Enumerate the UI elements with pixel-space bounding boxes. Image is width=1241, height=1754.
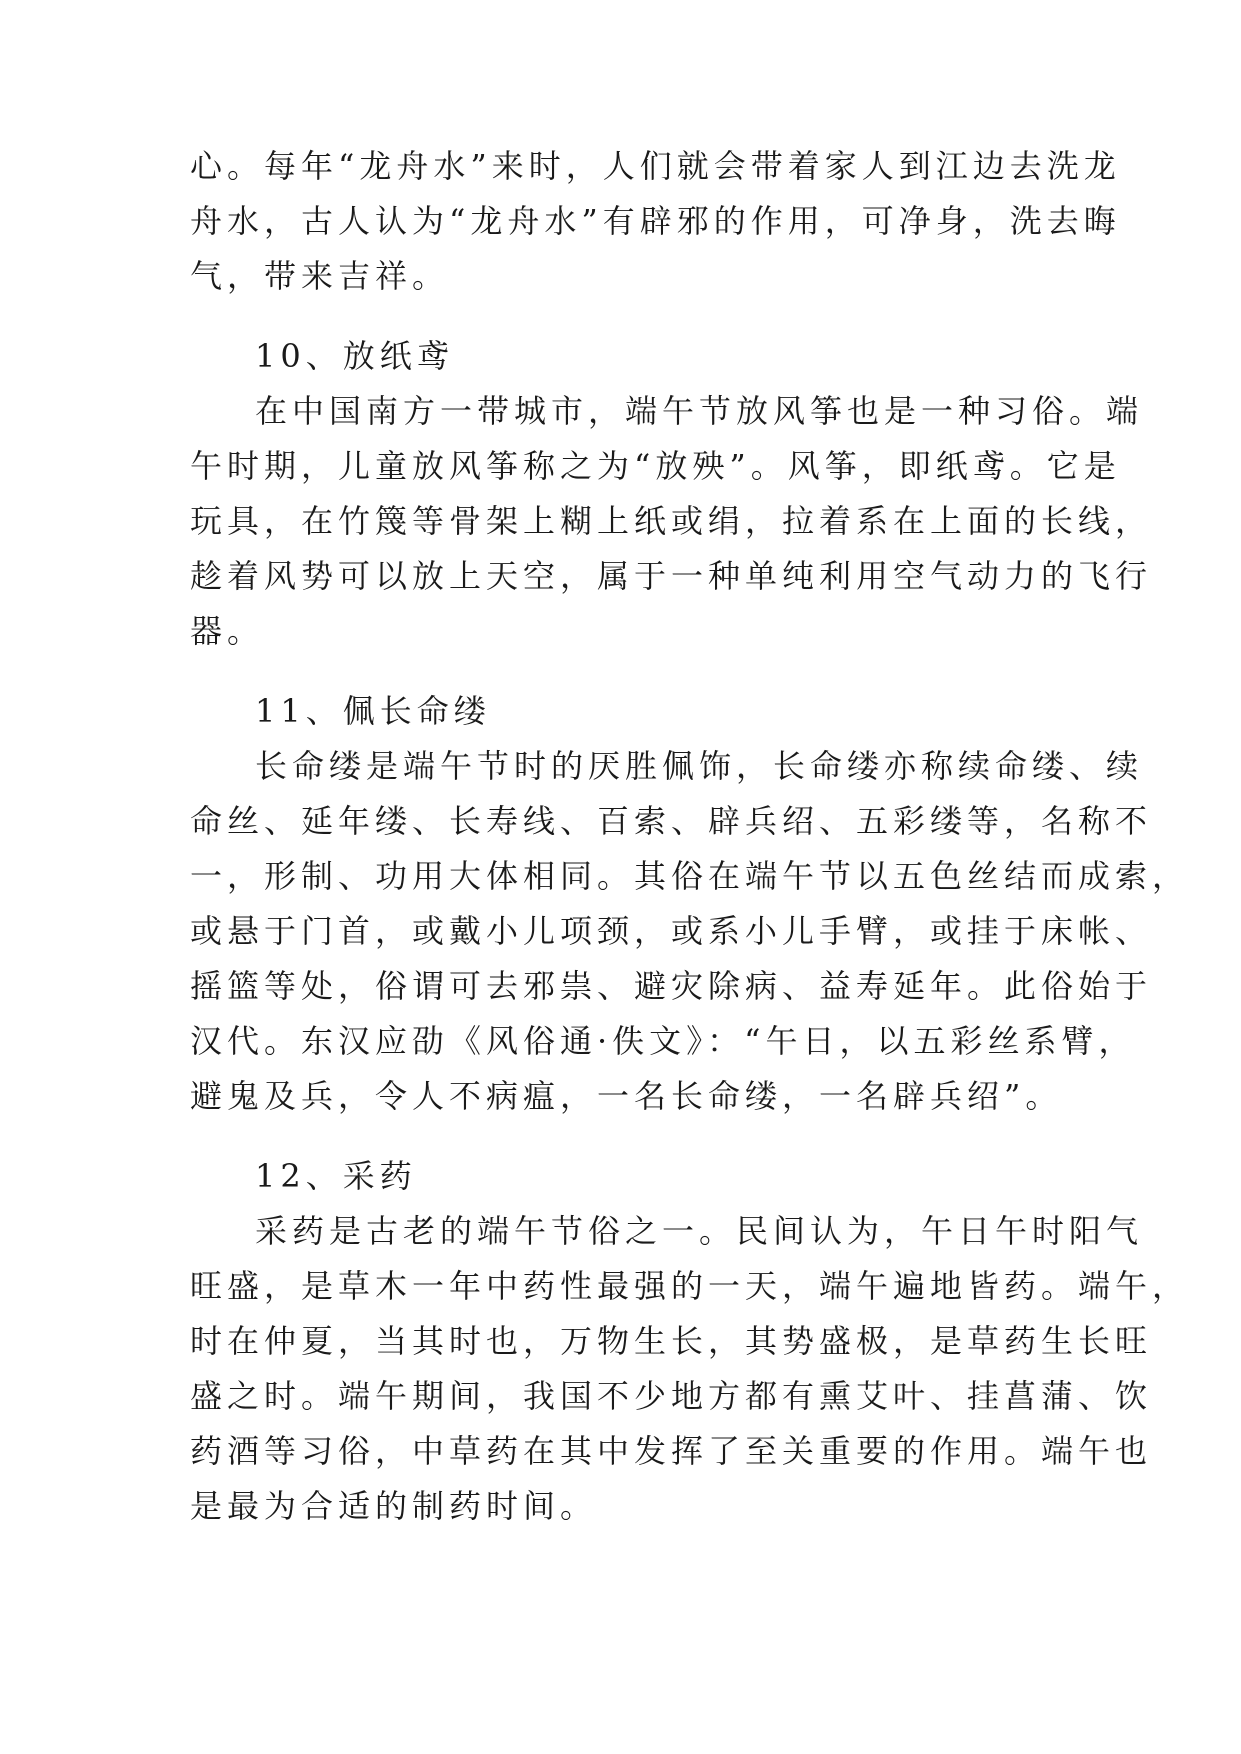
text-line: 气，带来吉祥。 [190,257,450,295]
text-line: 舟水，古人认为“龙舟水”有辟邪的作用，可净身，洗去晦 [190,202,1121,240]
section-heading: 12、采药 [255,1157,417,1195]
text-line: 是最为合适的制药时间。 [190,1487,598,1525]
text-line: 玩具，在竹篾等骨架上糊上纸或绢，拉着系在上面的长线， [190,502,1153,540]
text-line: 避鬼及兵，令人不病瘟，一名长命缕，一名辟兵绍”。 [190,1077,1063,1115]
text-line: 器。 [190,612,265,650]
text-line: 在中国南方一带城市，端午节放风筝也是一种习俗。端 [255,392,1144,430]
section-heading: 10、放纸鸢 [255,337,454,375]
text-line: 心。每年“龙舟水”来时，人们就会带着家人到江边去洗龙 [190,147,1121,185]
text-line: 长命缕是端午节时的厌胜佩饰，长命缕亦称续命缕、续 [255,747,1144,785]
text-line: 时在仲夏，当其时也，万物生长，其势盛极，是草药生长旺 [190,1322,1153,1360]
text-line: 或悬于门首，或戴小儿项颈，或系小儿手臂，或挂于床帐、 [190,912,1153,950]
text-line: 汉代。东汉应劭《风俗通·佚文》：“午日，以五彩丝系臂， [190,1022,1136,1060]
section-heading: 11、佩长命缕 [255,692,491,730]
text-line: 一，形制、功用大体相同。其俗在端午节以五色丝结而成索， [190,857,1190,895]
text-line: 午时期，儿童放风筝称之为“放殃”。风筝，即纸鸢。它是 [190,447,1121,485]
text-line: 药酒等习俗，中草药在其中发挥了至关重要的作用。端午也 [190,1432,1153,1470]
text-line: 盛之时。端午期间，我国不少地方都有熏艾叶、挂菖蒲、饮 [190,1377,1153,1415]
text-line: 采药是古老的端午节俗之一。民间认为，午日午时阳气 [255,1212,1144,1250]
text-line: 摇篮等处，俗谓可去邪祟、避灾除病、益寿延年。此俗始于 [190,967,1153,1005]
text-line: 命丝、延年缕、长寿线、百索、辟兵绍、五彩缕等，名称不 [190,802,1153,840]
text-line: 旺盛，是草木一年中药性最强的一天，端午遍地皆药。端午， [190,1267,1190,1305]
text-line: 趁着风势可以放上天空，属于一种单纯利用空气动力的飞行 [190,557,1153,595]
